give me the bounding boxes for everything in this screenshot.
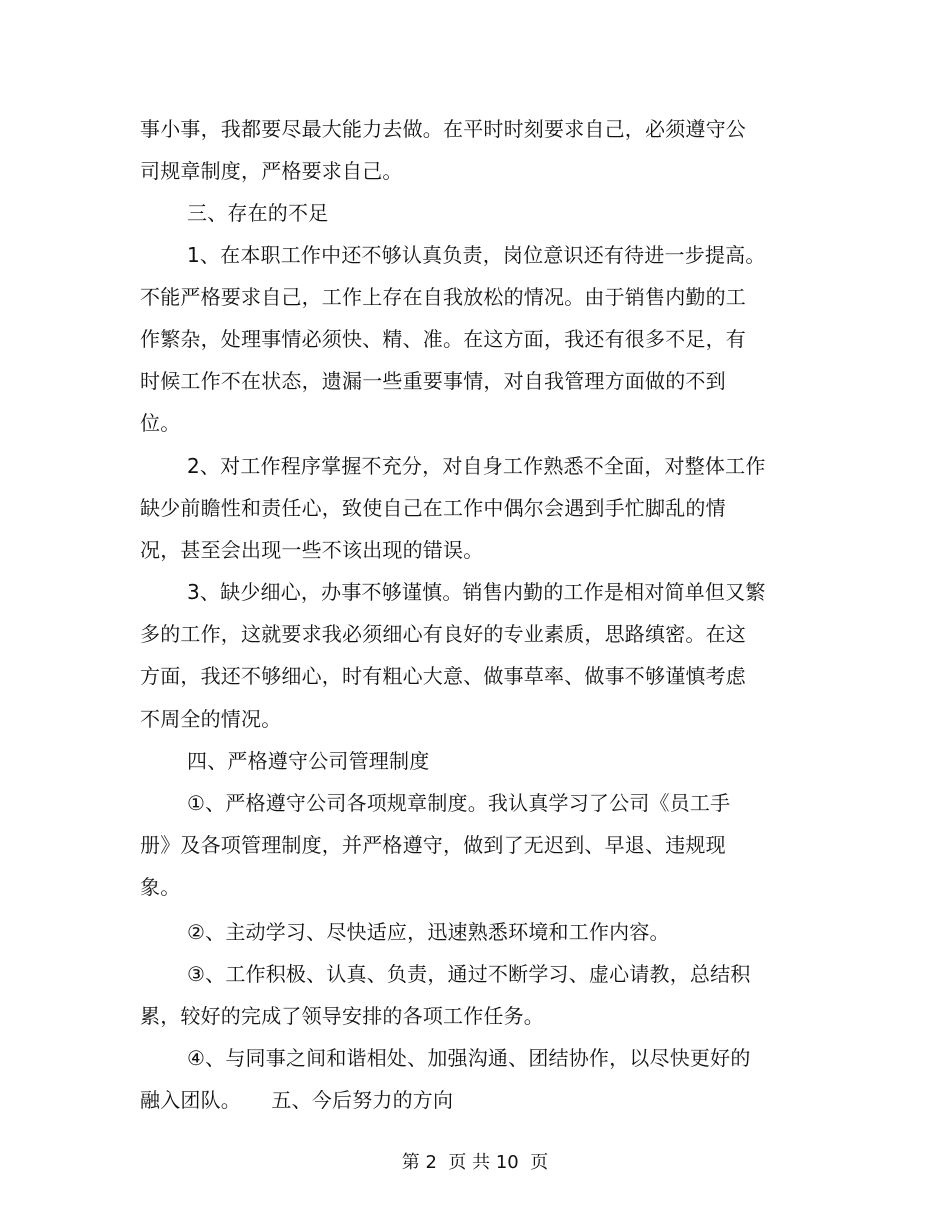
text-line: 融入团队。 五、今后努力的方向 <box>140 1088 454 1112</box>
text-line: 不能严格要求自己，工作上存在自我放松的情况。由于销售内勤的工 <box>140 285 746 309</box>
text-line: ④、与同事之间和谐相处、加强沟通、团结协作，以尽快更好的 <box>187 1046 751 1070</box>
text-line: 累，较好的完成了领导安排的各项工作任务。 <box>140 1004 544 1028</box>
text-line: 时候工作不在状态，遗漏一些重要事情，对自我管理方面做的不到 <box>140 369 726 393</box>
text-line: 册》及各项管理制度，并严格遵守，做到了无迟到、早退、违规现 <box>140 833 726 857</box>
text-line: ③、工作积极、认真、负责，通过不断学习、虚心请教，总结积 <box>187 962 751 986</box>
text-line: ②、主动学习、尽快适应，迅速熟悉环境和工作内容。 <box>187 920 670 944</box>
section-heading: 三、存在的不足 <box>187 201 329 225</box>
text-line: 司规章制度，严格要求自己。 <box>140 159 403 183</box>
text-line: 3、缺少细心，办事不够谨慎。销售内勤的工作是相对简单但又繁 <box>187 580 766 604</box>
page-number-footer: 第 2 页 共 10 页 <box>401 1152 549 1173</box>
text-line: 缺少前瞻性和责任心，致使自己在工作中偶尔会遇到手忙脚乱的情 <box>140 496 726 520</box>
text-line: 况，甚至会出现一些不该出现的错误。 <box>140 538 484 562</box>
text-line: 作繁杂，处理事情必须快、精、准。在这方面，我还有很多不足，有 <box>140 327 746 351</box>
text-line: 多的工作，这就要求我必须细心有良好的专业素质，思路缜密。在这 <box>140 622 746 646</box>
text-line: 不周全的情况。 <box>140 707 282 731</box>
text-line: 2、对工作程序掌握不充分，对自身工作熟悉不全面，对整体工作 <box>187 454 766 478</box>
section-heading: 四、严格遵守公司管理制度 <box>187 749 430 773</box>
text-line: 1、在本职工作中还不够认真负责，岗位意识还有待进一步提高。 <box>187 243 766 267</box>
text-line: 象。 <box>140 875 181 899</box>
text-line: 方面，我还不够细心，时有粗心大意、做事草率、做事不够谨慎考虑 <box>140 664 746 688</box>
text-line: 事小事，我都要尽最大能力去做。在平时时刻要求自己，必须遵守公 <box>140 117 746 141</box>
text-line: ①、严格遵守公司各项规章制度。我认真学习了公司《员工手 <box>187 791 731 815</box>
text-line: 位。 <box>140 411 181 435</box>
